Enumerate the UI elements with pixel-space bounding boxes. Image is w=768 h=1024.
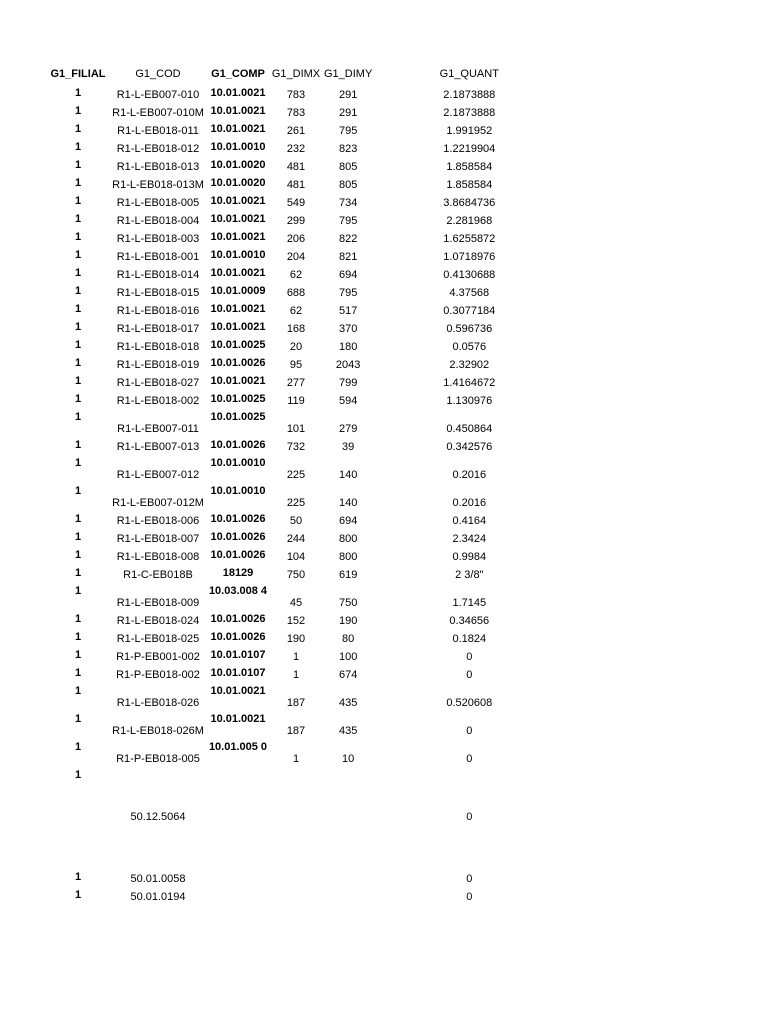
cell-dimx: 783 [286, 107, 306, 119]
bom-table [48, 68, 566, 906]
cell-dimy: 100 [338, 651, 358, 663]
cell-dimx: 732 [286, 441, 306, 453]
cell-filial: 1 [74, 667, 82, 679]
table-row [48, 566, 566, 584]
cell-filial: 1 [74, 303, 82, 315]
table-row [48, 158, 566, 176]
cell-filial: 1 [74, 549, 82, 561]
table-row [48, 266, 566, 284]
cell-filial: 1 [74, 195, 82, 207]
table-row [48, 512, 566, 530]
table-row [48, 870, 566, 888]
cell-cod: R1-L-EB007-013 [116, 441, 200, 453]
cell-dimy: 750 [338, 597, 358, 609]
cell-comp: 10.01.0021 [210, 87, 266, 99]
cell-dimy: 190 [338, 615, 358, 627]
cell-filial: 1 [74, 631, 82, 643]
cell-comp: 10.01.0021 [210, 231, 266, 243]
cell-quant: 0.520608 [446, 697, 493, 709]
cell-dimy: 291 [338, 89, 358, 101]
cell-comp: 10.01.0021 [210, 123, 266, 135]
cell-cod: R1-L-EB018-027 [116, 377, 200, 389]
table-row [48, 284, 566, 302]
table-row [48, 648, 566, 666]
table-row [48, 230, 566, 248]
table-row [48, 684, 566, 712]
cell-comp: 10.01.0026 [210, 631, 266, 643]
cell-cod: R1-L-EB018-006 [116, 515, 200, 527]
cell-cod: R1-L-EB018-003 [116, 233, 200, 245]
cell-quant: 0.2016 [452, 469, 487, 481]
table-row [48, 826, 566, 870]
cell-cod: R1-P-EB001-002 [116, 651, 200, 663]
cell-filial: 1 [74, 375, 82, 387]
cell-filial: 1 [74, 889, 82, 901]
cell-cod: R1-L-EB018-009 [116, 597, 200, 609]
cell-comp: 10.03.008 4 [208, 585, 268, 597]
cell-dimy: 435 [338, 725, 358, 737]
table-row [48, 194, 566, 212]
cell-cod: R1-L-EB018-008 [116, 551, 200, 563]
cell-dimx: 119 [287, 395, 305, 407]
cell-dimx: 20 [289, 341, 303, 353]
table-row [48, 122, 566, 140]
cell-quant: 0 [466, 651, 473, 663]
cell-quant: 2.32902 [449, 359, 490, 371]
cell-dimx: 62 [289, 305, 303, 317]
cell-cod: R1-L-EB018-001 [116, 251, 200, 263]
cell-comp [208, 768, 268, 786]
cell-dimx: 481 [286, 179, 306, 191]
cell-dimx [268, 888, 324, 906]
cell-filial: 1 [74, 613, 82, 625]
cell-comp: 10.01.0026 [210, 357, 266, 369]
cell-dimy [324, 870, 372, 888]
cell-dimy [324, 768, 372, 786]
cell-comp: 10.01.0021 [210, 321, 266, 333]
cell-quant: 1.991952 [446, 125, 493, 137]
table-row [48, 104, 566, 122]
cell-dimy: 795 [338, 287, 358, 299]
cell-dimx: 95 [289, 359, 303, 371]
table-row [48, 140, 566, 158]
cell-dimy: 795 [338, 125, 358, 137]
cell-comp: 10.01.0021 [210, 105, 266, 117]
cell-filial: 1 [74, 249, 82, 261]
cell-comp: 10.01.0026 [210, 613, 266, 625]
header-row [48, 68, 566, 86]
cell-comp [208, 826, 268, 870]
cell-filial: 1 [74, 141, 82, 153]
cell-dimx: 750 [286, 569, 306, 581]
table-row [48, 484, 566, 512]
cell-quant: 0.0576 [452, 341, 487, 353]
cell-comp: 10.01.0021 [210, 713, 266, 725]
cell-quant: 1.0718976 [443, 251, 496, 263]
table-row [48, 410, 566, 438]
cell-filial: 1 [74, 567, 82, 579]
cell-filial: 1 [74, 769, 82, 781]
cell-cod: R1-L-EB007-012 [116, 469, 200, 481]
cell-dimy: 619 [338, 569, 358, 581]
cell-filial: 1 [74, 87, 82, 99]
table-row [48, 320, 566, 338]
cell-comp: 10.01.0010 [210, 485, 266, 497]
cell-dimy: 140 [338, 497, 358, 509]
cell-dimy: 594 [338, 395, 358, 407]
cell-quant: 0.342576 [446, 441, 493, 453]
cell-cod: R1-L-EB018-011 [117, 125, 199, 137]
cell-quant: 0.1824 [452, 633, 487, 645]
cell-filial: 1 [74, 357, 82, 369]
cell-dimx: 1 [292, 753, 300, 765]
cell-filial [48, 826, 108, 870]
cell-dimx [268, 826, 324, 870]
cell-cod [108, 826, 208, 870]
cell-quant: 0 [466, 873, 473, 885]
cell-cod [108, 768, 208, 786]
table-row [48, 176, 566, 194]
cell-comp: 10.01.0025 [210, 393, 266, 405]
table-row [48, 548, 566, 566]
cell-comp: 10.01.0020 [210, 177, 266, 189]
cell-filial: 1 [74, 105, 82, 117]
cell-comp: 10.01.0026 [210, 513, 266, 525]
cell-dimx: 783 [286, 89, 306, 101]
cell-quant: 2.1873888 [443, 89, 496, 101]
cell-dimx [268, 768, 324, 786]
cell-quant: 0.3077184 [443, 305, 496, 317]
cell-dimx: 187 [286, 725, 306, 737]
cell-dimx: 1 [292, 651, 300, 663]
cell-cod: R1-P-EB018-005 [116, 753, 200, 765]
cell-comp: 10.01.0010 [210, 457, 266, 469]
cell-quant: 4.37568 [449, 287, 490, 299]
cell-dimy: 800 [338, 551, 358, 563]
cell-dimy: 180 [338, 341, 358, 353]
cell-dimx: 232 [286, 143, 306, 155]
cell-filial: 1 [74, 485, 82, 497]
cell-dimy: 279 [338, 423, 358, 435]
cell-cod: R1-L-EB018-018 [116, 341, 200, 353]
cell-dimy: 140 [338, 469, 358, 481]
cell-dimx: 549 [286, 197, 306, 209]
cell-quant: 0.34656 [449, 615, 490, 627]
cell-quant [372, 826, 566, 870]
cell-quant: 2.1873888 [443, 107, 496, 119]
cell-dimx: 187 [286, 697, 306, 709]
cell-dimx: 277 [286, 377, 306, 389]
cell-cod: R1-L-EB018-012 [116, 143, 200, 155]
cell-filial: 1 [74, 411, 82, 423]
cell-dimx: 225 [286, 469, 306, 481]
table-row [48, 302, 566, 320]
cell-dimy: 435 [338, 697, 358, 709]
cell-quant: 0.9984 [452, 551, 487, 563]
cell-dimx: 261 [286, 125, 306, 137]
header-dimx: G1_DIMX [271, 68, 321, 80]
cell-cod: 50.12.5064 [130, 811, 186, 823]
cell-dimx: 168 [286, 323, 306, 335]
table-row [48, 338, 566, 356]
table-row [48, 248, 566, 266]
cell-cod: R1-L-EB018-017 [116, 323, 200, 335]
table-row [48, 740, 566, 768]
cell-filial: 1 [74, 741, 82, 753]
cell-filial: 1 [74, 177, 82, 189]
cell-comp: 10.01.0021 [210, 267, 266, 279]
table-row [48, 712, 566, 740]
cell-dimx: 101 [286, 423, 306, 435]
cell-cod: R1-P-EB018-002 [116, 669, 200, 681]
table-row [48, 888, 566, 906]
cell-quant: 0 [466, 753, 473, 765]
cell-dimy: 795 [338, 215, 358, 227]
header-cod: G1_COD [135, 68, 181, 80]
table-row [48, 786, 566, 826]
cell-dimx: 50 [289, 515, 303, 527]
cell-dimy: 821 [338, 251, 358, 263]
cell-comp: 10.01.0021 [210, 303, 266, 315]
cell-comp: 18129 [222, 567, 254, 579]
cell-dimy: 10 [342, 753, 355, 765]
table-row [48, 768, 566, 786]
cell-filial: 1 [74, 285, 82, 297]
cell-dimy: 694 [338, 269, 358, 281]
cell-quant: 1.7145 [452, 597, 487, 609]
cell-quant: 0.2016 [452, 497, 487, 509]
cell-dimy [324, 826, 372, 870]
cell-cod: R1-L-EB018-019 [116, 359, 200, 371]
cell-quant: 2.281968 [446, 215, 493, 227]
cell-cod: R1-L-EB018-015 [116, 287, 200, 299]
cell-dimx: 104 [286, 551, 306, 563]
cell-quant: 1.4164672 [443, 377, 496, 389]
table-row [48, 530, 566, 548]
table-row [48, 374, 566, 392]
cell-cod: R1-L-EB018-016 [116, 305, 200, 317]
header-dimy: G1_DIMY [324, 68, 373, 80]
table-row [48, 612, 566, 630]
cell-quant: 2.3424 [452, 533, 487, 545]
cell-comp: 10.01.0026 [210, 531, 266, 543]
cell-quant: 0 [466, 891, 473, 903]
cell-cod: R1-L-EB018-024 [116, 615, 200, 627]
cell-comp: 10.01.0021 [210, 213, 266, 225]
cell-comp: 10.01.0020 [210, 159, 266, 171]
cell-comp: 10.01.0025 [210, 339, 266, 351]
table-row [48, 86, 566, 104]
cell-comp: 10.01.005 0 [208, 741, 268, 753]
cell-cod: R1-L-EB007-010 [116, 89, 200, 101]
cell-quant: 1.130976 [446, 395, 493, 407]
cell-quant: 3.8684736 [443, 197, 496, 209]
cell-dimx: 190 [286, 633, 306, 645]
cell-quant: 0.596736 [446, 323, 493, 335]
cell-dimy: 674 [338, 669, 358, 681]
cell-quant: 1.6255872 [443, 233, 496, 245]
cell-cod: R1-C-EB018B [123, 569, 193, 581]
cell-cod: R1-L-EB018-014 [116, 269, 200, 281]
cell-comp: 10.01.0009 [210, 285, 266, 297]
cell-dimx: 204 [286, 251, 306, 263]
cell-dimx: 481 [286, 161, 306, 173]
cell-cod: R1-L-EB007-010M [112, 107, 204, 119]
cell-quant: 0.4130688 [443, 269, 496, 281]
cell-dimy: 822 [338, 233, 358, 245]
cell-filial: 1 [74, 321, 82, 333]
cell-comp: 10.01.0025 [210, 411, 266, 423]
cell-dimy: 291 [338, 107, 358, 119]
cell-quant: 0.450864 [446, 423, 493, 435]
cell-cod: R1-L-EB018-005 [116, 197, 200, 209]
cell-cod: R1-L-EB018-026M [112, 725, 204, 737]
cell-dimy: 734 [338, 197, 358, 209]
cell-comp [208, 870, 268, 888]
header-quant: G1_QUANT [439, 68, 499, 80]
cell-dimx: 1 [292, 669, 300, 681]
cell-comp [208, 888, 268, 906]
cell-quant: 1.858584 [446, 161, 493, 173]
cell-filial: 1 [74, 231, 82, 243]
cell-filial: 1 [74, 531, 82, 543]
cell-dimy [324, 786, 372, 826]
cell-quant: 0 [466, 811, 473, 823]
cell-cod: R1-L-EB018-013M [112, 179, 204, 191]
cell-filial: 1 [74, 713, 82, 725]
cell-filial: 1 [74, 267, 82, 279]
cell-dimy: 39 [342, 441, 355, 453]
table-row [48, 356, 566, 374]
cell-dimy: 2043 [335, 359, 361, 371]
cell-quant: 0.4164 [452, 515, 487, 527]
cell-dimy: 80 [342, 633, 355, 645]
cell-quant: 0 [466, 725, 473, 737]
header-comp: G1_COMP [211, 68, 265, 80]
cell-dimx: 62 [289, 269, 303, 281]
cell-cod: R1-L-EB007-011 [117, 423, 199, 435]
cell-filial: 1 [74, 649, 82, 661]
cell-dimx: 299 [286, 215, 306, 227]
cell-dimy: 800 [338, 533, 358, 545]
cell-cod: R1-L-EB018-002 [116, 395, 200, 407]
table-row [48, 212, 566, 230]
cell-dimy [324, 888, 372, 906]
cell-comp: 10.01.0010 [210, 249, 266, 261]
cell-comp: 10.01.0021 [210, 195, 266, 207]
table-row [48, 438, 566, 456]
cell-dimy: 517 [338, 305, 358, 317]
cell-filial: 1 [74, 457, 82, 469]
cell-dimy: 799 [338, 377, 358, 389]
cell-filial: 1 [74, 685, 82, 697]
cell-filial: 1 [74, 871, 82, 883]
cell-filial: 1 [74, 123, 82, 135]
cell-comp: 10.01.0021 [210, 685, 266, 697]
cell-filial: 1 [74, 159, 82, 171]
cell-dimx: 688 [286, 287, 306, 299]
table-row [48, 584, 566, 612]
cell-quant: 2 3/8" [455, 569, 484, 581]
cell-comp: 10.01.0026 [210, 549, 266, 561]
table-row [48, 630, 566, 648]
cell-cod: R1-L-EB018-026 [116, 697, 200, 709]
cell-comp: 10.01.0010 [210, 141, 266, 153]
cell-filial [48, 786, 108, 826]
cell-comp: 10.01.0107 [210, 667, 266, 679]
cell-dimy: 694 [338, 515, 358, 527]
cell-cod: R1-L-EB018-004 [116, 215, 200, 227]
cell-quant [372, 768, 566, 786]
cell-cod: R1-L-EB007-012M [112, 497, 204, 509]
header-filial: G1_FILIAL [50, 68, 106, 80]
cell-cod: R1-L-EB018-007 [116, 533, 200, 545]
table-row [48, 456, 566, 484]
cell-filial: 1 [74, 393, 82, 405]
cell-dimy: 823 [338, 143, 358, 155]
table-row [48, 666, 566, 684]
cell-dimy: 370 [338, 323, 358, 335]
table-row [48, 392, 566, 410]
cell-comp: 10.01.0026 [210, 439, 266, 451]
cell-dimx: 244 [286, 533, 306, 545]
cell-dimy: 805 [338, 179, 358, 191]
cell-dimx [268, 870, 324, 888]
cell-comp: 10.01.0021 [210, 375, 266, 387]
cell-dimx: 45 [289, 597, 303, 609]
cell-filial: 1 [74, 585, 82, 597]
table-body [48, 86, 566, 906]
cell-dimx: 206 [286, 233, 306, 245]
cell-filial: 1 [74, 339, 82, 351]
cell-cod: 50.01.0058 [130, 873, 186, 885]
cell-comp [208, 786, 268, 826]
cell-dimx [268, 786, 324, 826]
cell-dimx: 225 [286, 497, 306, 509]
cell-cod: R1-L-EB018-013 [116, 161, 200, 173]
cell-filial: 1 [74, 513, 82, 525]
cell-filial: 1 [74, 213, 82, 225]
cell-quant: 0 [466, 669, 473, 681]
cell-filial: 1 [74, 439, 82, 451]
cell-cod: 50.01.0194 [130, 891, 186, 903]
cell-quant: 1.858584 [446, 179, 493, 191]
cell-comp: 10.01.0107 [210, 649, 266, 661]
cell-dimx: 152 [286, 615, 306, 627]
cell-cod: R1-L-EB018-025 [116, 633, 200, 645]
cell-dimy: 805 [338, 161, 358, 173]
cell-quant: 1.2219904 [443, 143, 496, 155]
